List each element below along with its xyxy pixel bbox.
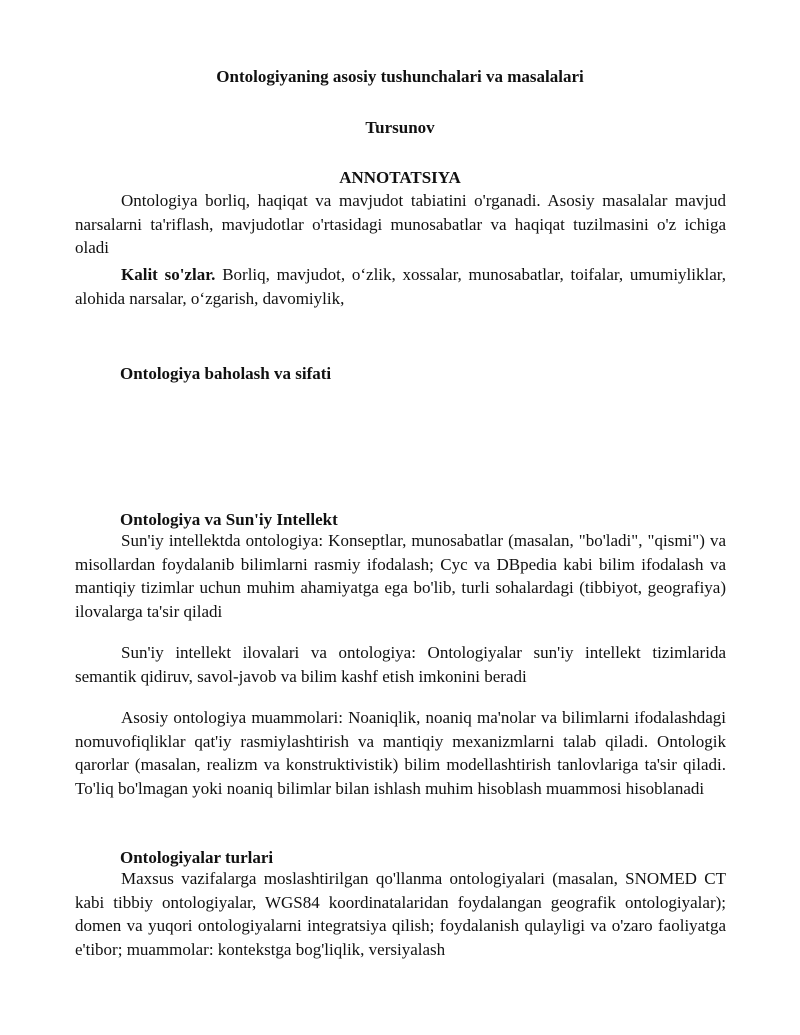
author-name: Tursunov	[365, 118, 435, 137]
keywords-paragraph	[75, 263, 726, 310]
ai-paragraph-2-text: Sun'iy intellekt ilovalari va ontologiya: Ontologiyalar sun'iy intellekt tizimlarida semantik qidiruv, savol-javob va bilim kashf etish imkonini beradi	[75, 643, 726, 686]
document-title: Ontologiyaning asosiy tushunchalari va masalalari	[216, 67, 584, 86]
ai-paragraph-1-text: Sun'iy intellektda ontologiya: Konseptlar, munosabatlar (masalan, "bo'ladi", "qismi") va misollardan foydalanib bilimlarni rasmiy ifodalash; Cyc va DBpedia kabi bilim ifodalash va mantiqiy tizimlar uchun muhim ahamiyatga ega bo'lib, turli sohalardagi (tibbiyot, geografiya) ilovalarga ta'sir qiladi	[75, 531, 726, 621]
ai-paragraph-3-text: Asosiy ontologiya muammolari: Noaniqlik, noaniq ma'nolar va bilimlarni ifodalashdagi nomuvofiqliklar qat'iy rasmiylashtirish va mantiqiy mexanizmlarni talab qiladi. Ontologik qarorlar (masalan, realizm va konstruktivistik) bilim modellashtirish tanlovlariga ta'sir qiladi. To'liq bo'lmagan yoki noaniq bilimlar bilan ishlash muhim hisoblash muammosi hisoblanadi	[75, 708, 726, 798]
ai-paragraph-1	[75, 529, 726, 623]
types-paragraph-text: Maxsus vazifalarga moslashtirilgan qo'llanma ontologiyalari (masalan, SNOMED CT kabi tibbiy ontologiyalar, WGS84 koordinatalaridan foydalangan geografik ontologiyalar); domen va yuqori ontologiyalarni integratsiya qilish; foydalanish qulayligi va o'zaro faoliyatga e'tibor; muammolar: kontekstga bog'liqlik, versiyalash	[75, 869, 726, 959]
section-heading-ai: Ontologiya va Sun'iy Intellekt	[120, 510, 338, 529]
annotation-heading: ANNOTATSIYA	[339, 168, 461, 187]
section-heading-types: Ontologiyalar turlari	[120, 848, 274, 867]
section-heading-evaluation: Ontologiya baholash va sifati	[120, 364, 332, 383]
ai-paragraph-3	[75, 706, 726, 800]
keywords-text: Borliq, mavjudot, o‘zlik, xossalar, munosabatlar, toifalar, umumiyliklar, alohida narsalar, o‘zgarish, davomiylik,	[75, 265, 726, 308]
annotation-paragraph	[75, 189, 726, 260]
types-paragraph	[75, 867, 726, 961]
ai-paragraph-2	[75, 641, 726, 688]
keywords-label: Kalit so'zlar.	[121, 265, 216, 284]
annotation-text: Ontologiya borliq, haqiqat va mavjudot tabiatini o'rganadi. Asosiy masalalar mavjud narsalarni ta'riflash, mavjudotlar o'rtasidagi munosabatlar va haqiqat tuzilmasini o'z ichiga oladi	[75, 191, 726, 257]
